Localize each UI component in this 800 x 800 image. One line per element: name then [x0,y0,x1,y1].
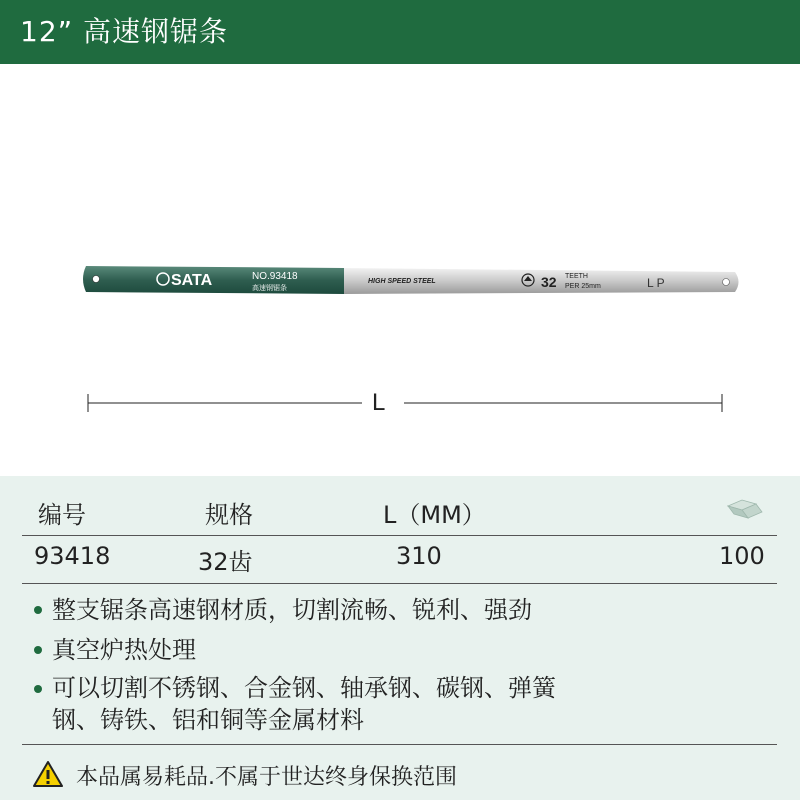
blade-teeth-label-1: TEETH [565,273,588,280]
bullet-icon [34,685,42,693]
feature-item: 可以切割不锈钢、合金钢、轴承钢、碳钢、弹簧 [52,674,556,702]
bullet-icon [34,646,42,654]
table-divider [22,535,777,536]
package-icon [726,496,764,522]
cell-quantity: 100 [719,542,765,570]
blade-model-sub: 高速钢锯条 [252,284,287,292]
blade-lp: L P [647,276,665,290]
notice-divider [22,744,777,745]
dimension-label: L [372,389,386,416]
blade-material: HIGH SPEED STEEL [368,278,436,285]
header-length: L（MM） [383,501,486,529]
bullet-icon [34,606,42,614]
notice-text: 本品属易耗品.不属于世达终身保换范围 [76,765,457,790]
page-title: 12” 高速钢锯条 [20,15,229,48]
header-spec: 规格 [205,501,253,529]
warning-icon [32,760,64,788]
blade-brand: SATA [171,272,213,289]
feature-item: 整支锯条高速钢材质，切割流畅、锐利、强劲 [52,596,532,624]
cell-length: 310 [396,542,442,570]
blade-teeth-count: 32 [541,274,557,290]
blade-model-no: NO.93418 [252,271,298,282]
blade-teeth-label-2: PER 25mm [565,283,601,290]
table-bottom-border [22,583,777,584]
cell-spec: 32齿 [198,548,253,576]
feature-item-continuation: 钢、铸铁、铝和铜等金属材料 [52,706,364,734]
feature-item: 真空炉热处理 [52,636,196,664]
header-model-no: 编号 [38,501,86,529]
cell-model-no: 93418 [34,542,111,570]
